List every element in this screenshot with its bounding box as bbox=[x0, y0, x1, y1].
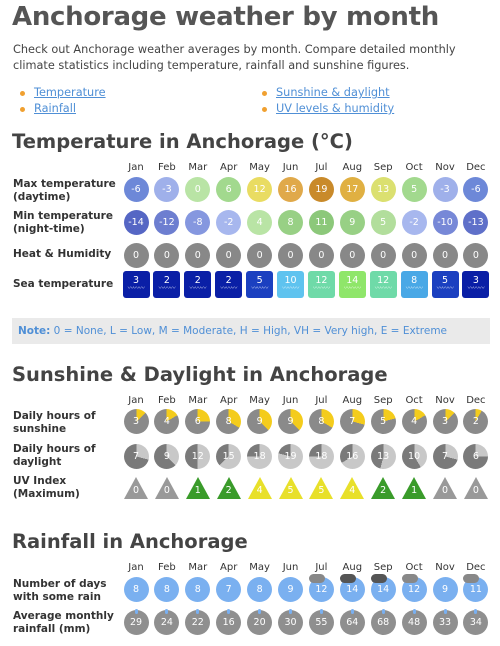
link-rainfall[interactable]: Rainfall bbox=[20, 102, 76, 115]
sun-cell bbox=[152, 406, 182, 436]
temp-cell bbox=[245, 174, 275, 204]
month-label-dec: Dec bbox=[466, 562, 486, 573]
temp-cell bbox=[183, 174, 213, 204]
sun-cell bbox=[430, 406, 460, 436]
sunshine-pie: 4 bbox=[402, 409, 427, 434]
rain-cell bbox=[337, 607, 367, 637]
temp-circle: -2 bbox=[216, 210, 241, 235]
temp-cell bbox=[214, 269, 244, 299]
temp-cell bbox=[183, 207, 213, 237]
temp-cell bbox=[461, 174, 491, 204]
temp-cell bbox=[368, 207, 398, 237]
sun-cell bbox=[276, 406, 306, 436]
temp-cell bbox=[306, 207, 336, 237]
temp-row-label: Heat & Humidity bbox=[13, 248, 112, 260]
rain-cell bbox=[399, 607, 429, 637]
temp-cell bbox=[430, 174, 460, 204]
temp-cell bbox=[121, 207, 151, 237]
temp-cell bbox=[183, 269, 213, 299]
month-label-apr: Apr bbox=[220, 562, 238, 573]
rain-cell bbox=[368, 607, 398, 637]
sun-cell bbox=[461, 441, 491, 471]
temp-circle: 5 bbox=[371, 210, 396, 235]
rain-cell bbox=[306, 574, 336, 604]
rainfall-circle: 30 bbox=[278, 610, 303, 635]
temp-circle: 0 bbox=[433, 243, 458, 268]
daylight-pie: 12 bbox=[185, 444, 210, 469]
rain-cell bbox=[245, 574, 275, 604]
sun-cell bbox=[306, 406, 336, 436]
temp-cell bbox=[121, 269, 151, 299]
rain-cell bbox=[183, 607, 213, 637]
raindrop-icon bbox=[413, 609, 416, 614]
temp-cell bbox=[399, 207, 429, 237]
uv-triangle: 5 bbox=[279, 477, 303, 499]
temp-circle: 19 bbox=[309, 177, 334, 202]
temp-cell bbox=[214, 207, 244, 237]
temp-cell bbox=[306, 174, 336, 204]
temp-cell bbox=[368, 269, 398, 299]
month-label-jan: Jan bbox=[128, 562, 144, 573]
rain-cell bbox=[214, 574, 244, 604]
sunshine-pie: 8 bbox=[216, 409, 241, 434]
rain-cell bbox=[399, 574, 429, 604]
temp-circle: 4 bbox=[247, 210, 272, 235]
temp-circle: 0 bbox=[463, 243, 488, 268]
raindrop-icon bbox=[474, 609, 477, 614]
temp-cell bbox=[368, 174, 398, 204]
temp-cell bbox=[430, 207, 460, 237]
sun-cell bbox=[368, 473, 398, 503]
temp-cell bbox=[276, 174, 306, 204]
temp-circle: -8 bbox=[185, 210, 210, 235]
temp-circle: -6 bbox=[124, 177, 149, 202]
temp-cell bbox=[245, 269, 275, 299]
note-text: 0 = None, L = Low, M = Moderate, H = High, VH = Very high, E = Extreme bbox=[50, 325, 448, 337]
temp-circle: 17 bbox=[340, 177, 365, 202]
month-label-aug: Aug bbox=[342, 395, 363, 406]
month-label-sep: Sep bbox=[373, 162, 393, 173]
sunshine-pie: 3 bbox=[124, 409, 149, 434]
temp-circle: -12 bbox=[154, 210, 179, 235]
sun-cell bbox=[183, 473, 213, 503]
temp-cell bbox=[183, 240, 213, 270]
month-label-mar: Mar bbox=[188, 395, 208, 406]
temp-cell bbox=[461, 269, 491, 299]
month-label-dec: Dec bbox=[466, 395, 486, 406]
rain-days-circle: 8 bbox=[124, 577, 149, 602]
sea-temp-box: 10 〰〰〰 bbox=[277, 271, 304, 298]
sunshine-pie: 7 bbox=[340, 409, 365, 434]
temp-circle: 0 bbox=[309, 243, 334, 268]
month-label-nov: Nov bbox=[435, 162, 455, 173]
rain-cell bbox=[152, 574, 182, 604]
temp-circle: 6 bbox=[216, 177, 241, 202]
link-temperature[interactable]: Temperature bbox=[20, 86, 106, 99]
uv-triangle: 1 bbox=[186, 477, 210, 499]
sea-temp-box: 2 〰〰〰 bbox=[215, 271, 242, 298]
temp-circle: -14 bbox=[124, 210, 149, 235]
sun-cell bbox=[461, 406, 491, 436]
sun-cell bbox=[337, 473, 367, 503]
uv-triangle: 0 bbox=[155, 477, 179, 499]
temp-cell bbox=[214, 240, 244, 270]
rain-days-circle: 14 bbox=[340, 577, 365, 602]
sun-cell bbox=[152, 441, 182, 471]
sun-cell bbox=[399, 406, 429, 436]
sunshine-pie: 9 bbox=[278, 409, 303, 434]
rain-cell bbox=[121, 607, 151, 637]
temperature-months bbox=[121, 162, 491, 174]
month-label-jul: Jul bbox=[315, 395, 328, 406]
raindrop-icon bbox=[382, 609, 385, 614]
temp-row-label: Min temperature (night-time) bbox=[13, 210, 113, 235]
temperature-heading: Temperature in Anchorage (°C) bbox=[12, 130, 353, 153]
month-label-apr: Apr bbox=[220, 162, 238, 173]
daylight-pie: 16 bbox=[340, 444, 365, 469]
uv-triangle: 5 bbox=[309, 477, 333, 499]
sun-cell bbox=[276, 441, 306, 471]
temp-circle: -13 bbox=[463, 210, 488, 235]
raindrop-icon bbox=[135, 609, 138, 614]
raindrop-icon bbox=[196, 609, 199, 614]
temp-cell bbox=[121, 240, 151, 270]
sun-cell bbox=[245, 473, 275, 503]
month-label-jul: Jul bbox=[315, 162, 328, 173]
sun-cell bbox=[461, 473, 491, 503]
month-label-may: May bbox=[249, 395, 270, 406]
sun-cell bbox=[214, 406, 244, 436]
sun-cell bbox=[430, 441, 460, 471]
temp-circle: 0 bbox=[185, 177, 210, 202]
rain-cell bbox=[430, 607, 460, 637]
uv-triangle: 0 bbox=[433, 477, 457, 499]
month-label-jul: Jul bbox=[315, 562, 328, 573]
temp-circle: -10 bbox=[433, 210, 458, 235]
daylight-pie: 10 bbox=[402, 444, 427, 469]
temp-cell bbox=[245, 240, 275, 270]
rain-cell bbox=[214, 607, 244, 637]
rain-days-circle: 8 bbox=[247, 577, 272, 602]
link-uv-humidity[interactable]: UV levels & humidity bbox=[262, 102, 394, 115]
rainfall-circle: 22 bbox=[185, 610, 210, 635]
sun-cell bbox=[399, 441, 429, 471]
sun-cell bbox=[399, 473, 429, 503]
daylight-pie: 19 bbox=[278, 444, 303, 469]
uv-triangle: 2 bbox=[371, 477, 395, 499]
sun-cell bbox=[121, 406, 151, 436]
month-label-feb: Feb bbox=[158, 162, 176, 173]
sun-cell bbox=[276, 473, 306, 503]
sea-temp-box: 3 〰〰〰 bbox=[123, 271, 150, 298]
cloud-icon bbox=[463, 574, 479, 583]
temp-circle: 0 bbox=[247, 243, 272, 268]
rainfall-circle: 64 bbox=[340, 610, 365, 635]
month-label-mar: Mar bbox=[188, 562, 208, 573]
raindrop-icon bbox=[289, 609, 292, 614]
daylight-pie: 6 bbox=[463, 444, 488, 469]
sunshine-pie: 9 bbox=[247, 409, 272, 434]
raindrop-icon bbox=[258, 609, 261, 614]
temp-cell bbox=[152, 240, 182, 270]
month-label-jun: Jun bbox=[282, 395, 299, 406]
rain-days-circle: 9 bbox=[433, 577, 458, 602]
sun-cell bbox=[245, 406, 275, 436]
month-label-aug: Aug bbox=[342, 162, 363, 173]
rainfall-circle: 68 bbox=[371, 610, 396, 635]
temp-cell bbox=[461, 207, 491, 237]
sea-temp-box: 5 〰〰〰 bbox=[246, 271, 273, 298]
sea-temp-box: 2 〰〰〰 bbox=[184, 271, 211, 298]
rain-cell bbox=[245, 607, 275, 637]
temp-cell bbox=[368, 240, 398, 270]
legend-note bbox=[12, 318, 490, 344]
temp-cell bbox=[430, 269, 460, 299]
temp-cell bbox=[461, 240, 491, 270]
month-label-jun: Jun bbox=[282, 562, 299, 573]
rain-days-circle: 7 bbox=[216, 577, 241, 602]
month-label-jan: Jan bbox=[128, 395, 144, 406]
rain-days-circle: 9 bbox=[278, 577, 303, 602]
uv-triangle: 4 bbox=[340, 477, 364, 499]
sunshine-pie: 6 bbox=[185, 409, 210, 434]
temp-cell bbox=[214, 174, 244, 204]
rainfall-circle: 20 bbox=[247, 610, 272, 635]
sea-temp-box: 5 〰〰〰 bbox=[432, 271, 459, 298]
temp-circle: 0 bbox=[124, 243, 149, 268]
sun-cell bbox=[368, 441, 398, 471]
rain-days-circle: 14 bbox=[371, 577, 396, 602]
month-label-nov: Nov bbox=[435, 395, 455, 406]
rainfall-months bbox=[121, 562, 491, 574]
rain-cell bbox=[276, 607, 306, 637]
sun-cell bbox=[121, 473, 151, 503]
rain-days-circle: 12 bbox=[402, 577, 427, 602]
temp-circle: 0 bbox=[185, 243, 210, 268]
month-label-jun: Jun bbox=[282, 162, 299, 173]
uv-triangle: 4 bbox=[248, 477, 272, 499]
temp-row-label: Sea temperature bbox=[13, 278, 114, 290]
sun-cell bbox=[430, 473, 460, 503]
sun-cell bbox=[306, 441, 336, 471]
sun-cell bbox=[121, 441, 151, 471]
uv-triangle: 0 bbox=[124, 477, 148, 499]
daylight-pie: 18 bbox=[309, 444, 334, 469]
uv-triangle: 2 bbox=[217, 477, 241, 499]
raindrop-icon bbox=[351, 609, 354, 614]
sunshine-pie: 2 bbox=[463, 409, 488, 434]
sunshine-pie: 3 bbox=[433, 409, 458, 434]
month-label-apr: Apr bbox=[220, 395, 238, 406]
temp-cell bbox=[306, 269, 336, 299]
temp-row-label: Max temperature (daytime) bbox=[13, 178, 116, 203]
sun-cell bbox=[368, 406, 398, 436]
month-label-oct: Oct bbox=[405, 395, 423, 406]
temp-cell bbox=[399, 269, 429, 299]
rainfall-circle: 24 bbox=[154, 610, 179, 635]
cloud-icon bbox=[402, 574, 418, 583]
sunshine-pie: 5 bbox=[371, 409, 396, 434]
rain-cell bbox=[337, 574, 367, 604]
temp-cell bbox=[245, 207, 275, 237]
rainfall-circle: 33 bbox=[433, 610, 458, 635]
rain-days-circle: 8 bbox=[185, 577, 210, 602]
temp-circle: 12 bbox=[247, 177, 272, 202]
month-label-jan: Jan bbox=[128, 162, 144, 173]
temp-circle: 8 bbox=[278, 210, 303, 235]
temp-circle: 0 bbox=[154, 243, 179, 268]
rainfall-circle: 16 bbox=[216, 610, 241, 635]
rain-cell bbox=[461, 574, 491, 604]
temp-circle: -2 bbox=[402, 210, 427, 235]
sun-cell bbox=[183, 406, 213, 436]
rain-cell bbox=[306, 607, 336, 637]
month-label-sep: Sep bbox=[373, 562, 393, 573]
link-sunshine-daylight[interactable]: Sunshine & daylight bbox=[262, 86, 390, 99]
rain-row-label: Number of days with some rain bbox=[13, 578, 107, 603]
temp-cell bbox=[152, 174, 182, 204]
raindrop-icon bbox=[320, 609, 323, 614]
sea-temp-box: 14 〰〰〰 bbox=[339, 271, 366, 298]
rain-days-circle: 11 bbox=[463, 577, 488, 602]
rain-cell bbox=[183, 574, 213, 604]
sun-cell bbox=[337, 406, 367, 436]
temp-cell bbox=[152, 269, 182, 299]
sea-temp-box: 8 〰〰〰 bbox=[401, 271, 428, 298]
rainfall-circle: 29 bbox=[124, 610, 149, 635]
rain-cell bbox=[276, 574, 306, 604]
temp-circle: 16 bbox=[278, 177, 303, 202]
uv-triangle: 1 bbox=[402, 477, 426, 499]
temp-cell bbox=[399, 240, 429, 270]
temp-cell bbox=[337, 240, 367, 270]
temp-cell bbox=[276, 207, 306, 237]
sun-cell bbox=[214, 441, 244, 471]
daylight-pie: 7 bbox=[124, 444, 149, 469]
rain-days-circle: 12 bbox=[309, 577, 334, 602]
temp-cell bbox=[399, 174, 429, 204]
raindrop-icon bbox=[444, 609, 447, 614]
sea-temp-box: 12 〰〰〰 bbox=[370, 271, 397, 298]
temp-cell bbox=[121, 174, 151, 204]
month-label-dec: Dec bbox=[466, 162, 486, 173]
daylight-pie: 13 bbox=[371, 444, 396, 469]
rain-cell bbox=[430, 574, 460, 604]
sun-row-label: UV Index (Maximum) bbox=[13, 475, 80, 500]
sunshine-pie: 4 bbox=[154, 409, 179, 434]
temp-cell bbox=[337, 174, 367, 204]
rainfall-circle: 34 bbox=[463, 610, 488, 635]
month-label-nov: Nov bbox=[435, 562, 455, 573]
sun-row-label: Daily hours of sunshine bbox=[13, 410, 96, 435]
sun-row-label: Daily hours of daylight bbox=[13, 443, 96, 468]
daylight-pie: 9 bbox=[154, 444, 179, 469]
sea-temp-box: 2 〰〰〰 bbox=[153, 271, 180, 298]
uv-triangle: 0 bbox=[464, 477, 488, 499]
sun-cell bbox=[337, 441, 367, 471]
rain-row-label: Average monthly rainfall (mm) bbox=[13, 610, 114, 635]
sunshine-heading: Sunshine & Daylight in Anchorage bbox=[12, 363, 388, 386]
temp-cell bbox=[152, 207, 182, 237]
temp-circle: 0 bbox=[371, 243, 396, 268]
rain-cell bbox=[368, 574, 398, 604]
rain-cell bbox=[121, 574, 151, 604]
temp-circle: 13 bbox=[371, 177, 396, 202]
temp-circle: 9 bbox=[340, 210, 365, 235]
cloud-icon bbox=[371, 574, 387, 583]
month-label-feb: Feb bbox=[158, 562, 176, 573]
temp-circle: -3 bbox=[154, 177, 179, 202]
cloud-icon bbox=[340, 574, 356, 583]
temp-circle: -6 bbox=[463, 177, 488, 202]
temp-circle: 0 bbox=[340, 243, 365, 268]
temp-cell bbox=[276, 240, 306, 270]
cloud-icon bbox=[309, 574, 325, 583]
sun-cell bbox=[214, 473, 244, 503]
month-label-aug: Aug bbox=[342, 562, 363, 573]
temp-circle: 11 bbox=[309, 210, 334, 235]
sun-cell bbox=[245, 441, 275, 471]
month-label-sep: Sep bbox=[373, 395, 393, 406]
sea-temp-box: 3 〰〰〰 bbox=[462, 271, 489, 298]
temp-circle: 0 bbox=[402, 243, 427, 268]
rainfall-circle: 55 bbox=[309, 610, 334, 635]
daylight-pie: 15 bbox=[216, 444, 241, 469]
temp-cell bbox=[337, 207, 367, 237]
sun-cell bbox=[306, 473, 336, 503]
rain-cell bbox=[461, 607, 491, 637]
temp-circle: 0 bbox=[278, 243, 303, 268]
temp-cell bbox=[276, 269, 306, 299]
month-label-may: May bbox=[249, 162, 270, 173]
rainfall-circle: 48 bbox=[402, 610, 427, 635]
temp-circle: -3 bbox=[433, 177, 458, 202]
month-label-oct: Oct bbox=[405, 562, 423, 573]
rainfall-heading: Rainfall in Anchorage bbox=[12, 530, 248, 553]
raindrop-icon bbox=[227, 609, 230, 614]
daylight-pie: 7 bbox=[433, 444, 458, 469]
rain-cell bbox=[152, 607, 182, 637]
sun-cell bbox=[152, 473, 182, 503]
temp-circle: 5 bbox=[402, 177, 427, 202]
temp-cell bbox=[430, 240, 460, 270]
note-prefix: Note: bbox=[18, 325, 51, 337]
sea-temp-box: 12 〰〰〰 bbox=[308, 271, 335, 298]
sun-cell bbox=[183, 441, 213, 471]
page-title: Anchorage weather by month bbox=[12, 2, 439, 32]
temp-cell bbox=[337, 269, 367, 299]
sunshine-pie: 8 bbox=[309, 409, 334, 434]
intro-text: Check out Anchorage weather averages by month. Compare detailed monthly climate statistics including temperature, rainfall and sunshine figures. bbox=[13, 43, 456, 72]
month-label-mar: Mar bbox=[188, 162, 208, 173]
temp-circle: 0 bbox=[216, 243, 241, 268]
month-label-oct: Oct bbox=[405, 162, 423, 173]
temp-cell bbox=[306, 240, 336, 270]
month-label-may: May bbox=[249, 562, 270, 573]
raindrop-icon bbox=[165, 609, 168, 614]
month-label-feb: Feb bbox=[158, 395, 176, 406]
daylight-pie: 18 bbox=[247, 444, 272, 469]
rain-days-circle: 8 bbox=[154, 577, 179, 602]
